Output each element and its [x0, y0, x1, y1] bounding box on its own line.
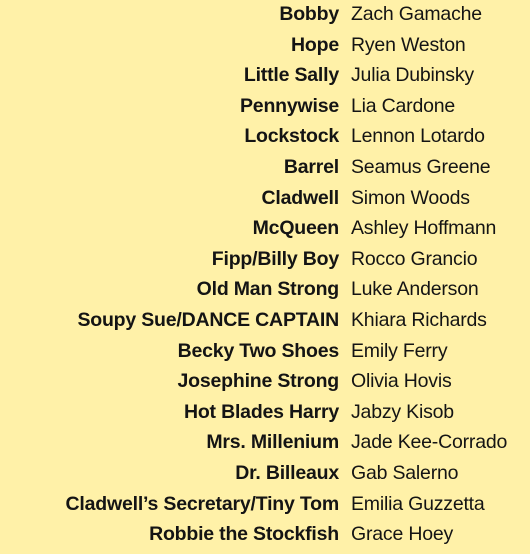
role-name: Lockstock — [244, 125, 339, 148]
actor-name: Olivia Hovis — [351, 370, 452, 393]
role-name: Little Sally — [243, 64, 339, 87]
cast-row — [0, 462, 530, 493]
role-name: Hot Blades Harry — [183, 400, 339, 423]
role-name: Fipp/Billy Boy — [211, 247, 339, 270]
cast-row — [0, 156, 530, 187]
cast-row — [0, 95, 530, 126]
role-name: Barrel — [283, 155, 339, 178]
actor-name: Simon Woods — [351, 186, 470, 209]
cast-row — [0, 187, 530, 218]
role-name: Cladwell — [261, 186, 339, 209]
actor-name: Emily Ferry — [351, 339, 448, 362]
role-name: Cladwell’s Secretary/Tiny Tom — [65, 492, 339, 515]
role-name: Old Man Strong — [196, 278, 339, 301]
actor-name: Rocco Grancio — [351, 247, 478, 270]
role-name: Soupy Sue/DANCE CAPTAIN — [77, 308, 339, 331]
cast-row — [0, 248, 530, 279]
cast-row — [0, 34, 530, 65]
actor-name: Ryen Weston — [351, 33, 466, 56]
actor-name: Lia Cardone — [351, 94, 456, 117]
cast-row — [0, 278, 530, 309]
actor-name: Jabzy Kisob — [351, 400, 454, 423]
actor-name: Jade Kee-Corrado — [351, 431, 508, 454]
role-name: Dr. Billeaux — [235, 461, 339, 484]
actor-name: Zach Gamache — [351, 3, 482, 25]
role-name: Bobby — [279, 3, 339, 25]
cast-row — [0, 370, 530, 401]
cast-row — [0, 493, 530, 524]
cast-row — [0, 64, 530, 95]
actor-name: Khiara Richards — [351, 308, 487, 331]
role-name: Mrs. Millenium — [206, 431, 339, 454]
role-name: McQueen — [252, 217, 339, 240]
actor-name: Seamus Greene — [351, 155, 491, 178]
role-name: Becky Two Shoes — [177, 339, 339, 362]
actor-name: Julia Dubinsky — [351, 64, 474, 87]
role-name: Josephine Strong — [177, 370, 339, 393]
cast-row — [0, 401, 530, 432]
cast-row — [0, 309, 530, 340]
cast-row — [0, 217, 530, 248]
cast-row — [0, 523, 530, 554]
actor-name: Lennon Lotardo — [351, 125, 485, 148]
cast-row — [0, 3, 530, 34]
cast-row — [0, 431, 530, 462]
role-name: Robbie the Stockfish — [149, 523, 339, 546]
actor-name: Luke Anderson — [351, 278, 479, 301]
actor-name: Gab Salerno — [351, 461, 459, 484]
actor-name: Grace Hoey — [351, 523, 454, 546]
role-name: Hope — [291, 33, 339, 56]
actor-name: Ashley Hoffmann — [351, 217, 497, 240]
role-name: Pennywise — [240, 94, 339, 117]
actor-name: Emilia Guzzetta — [351, 492, 485, 515]
cast-row — [0, 125, 530, 156]
cast-row — [0, 340, 530, 371]
